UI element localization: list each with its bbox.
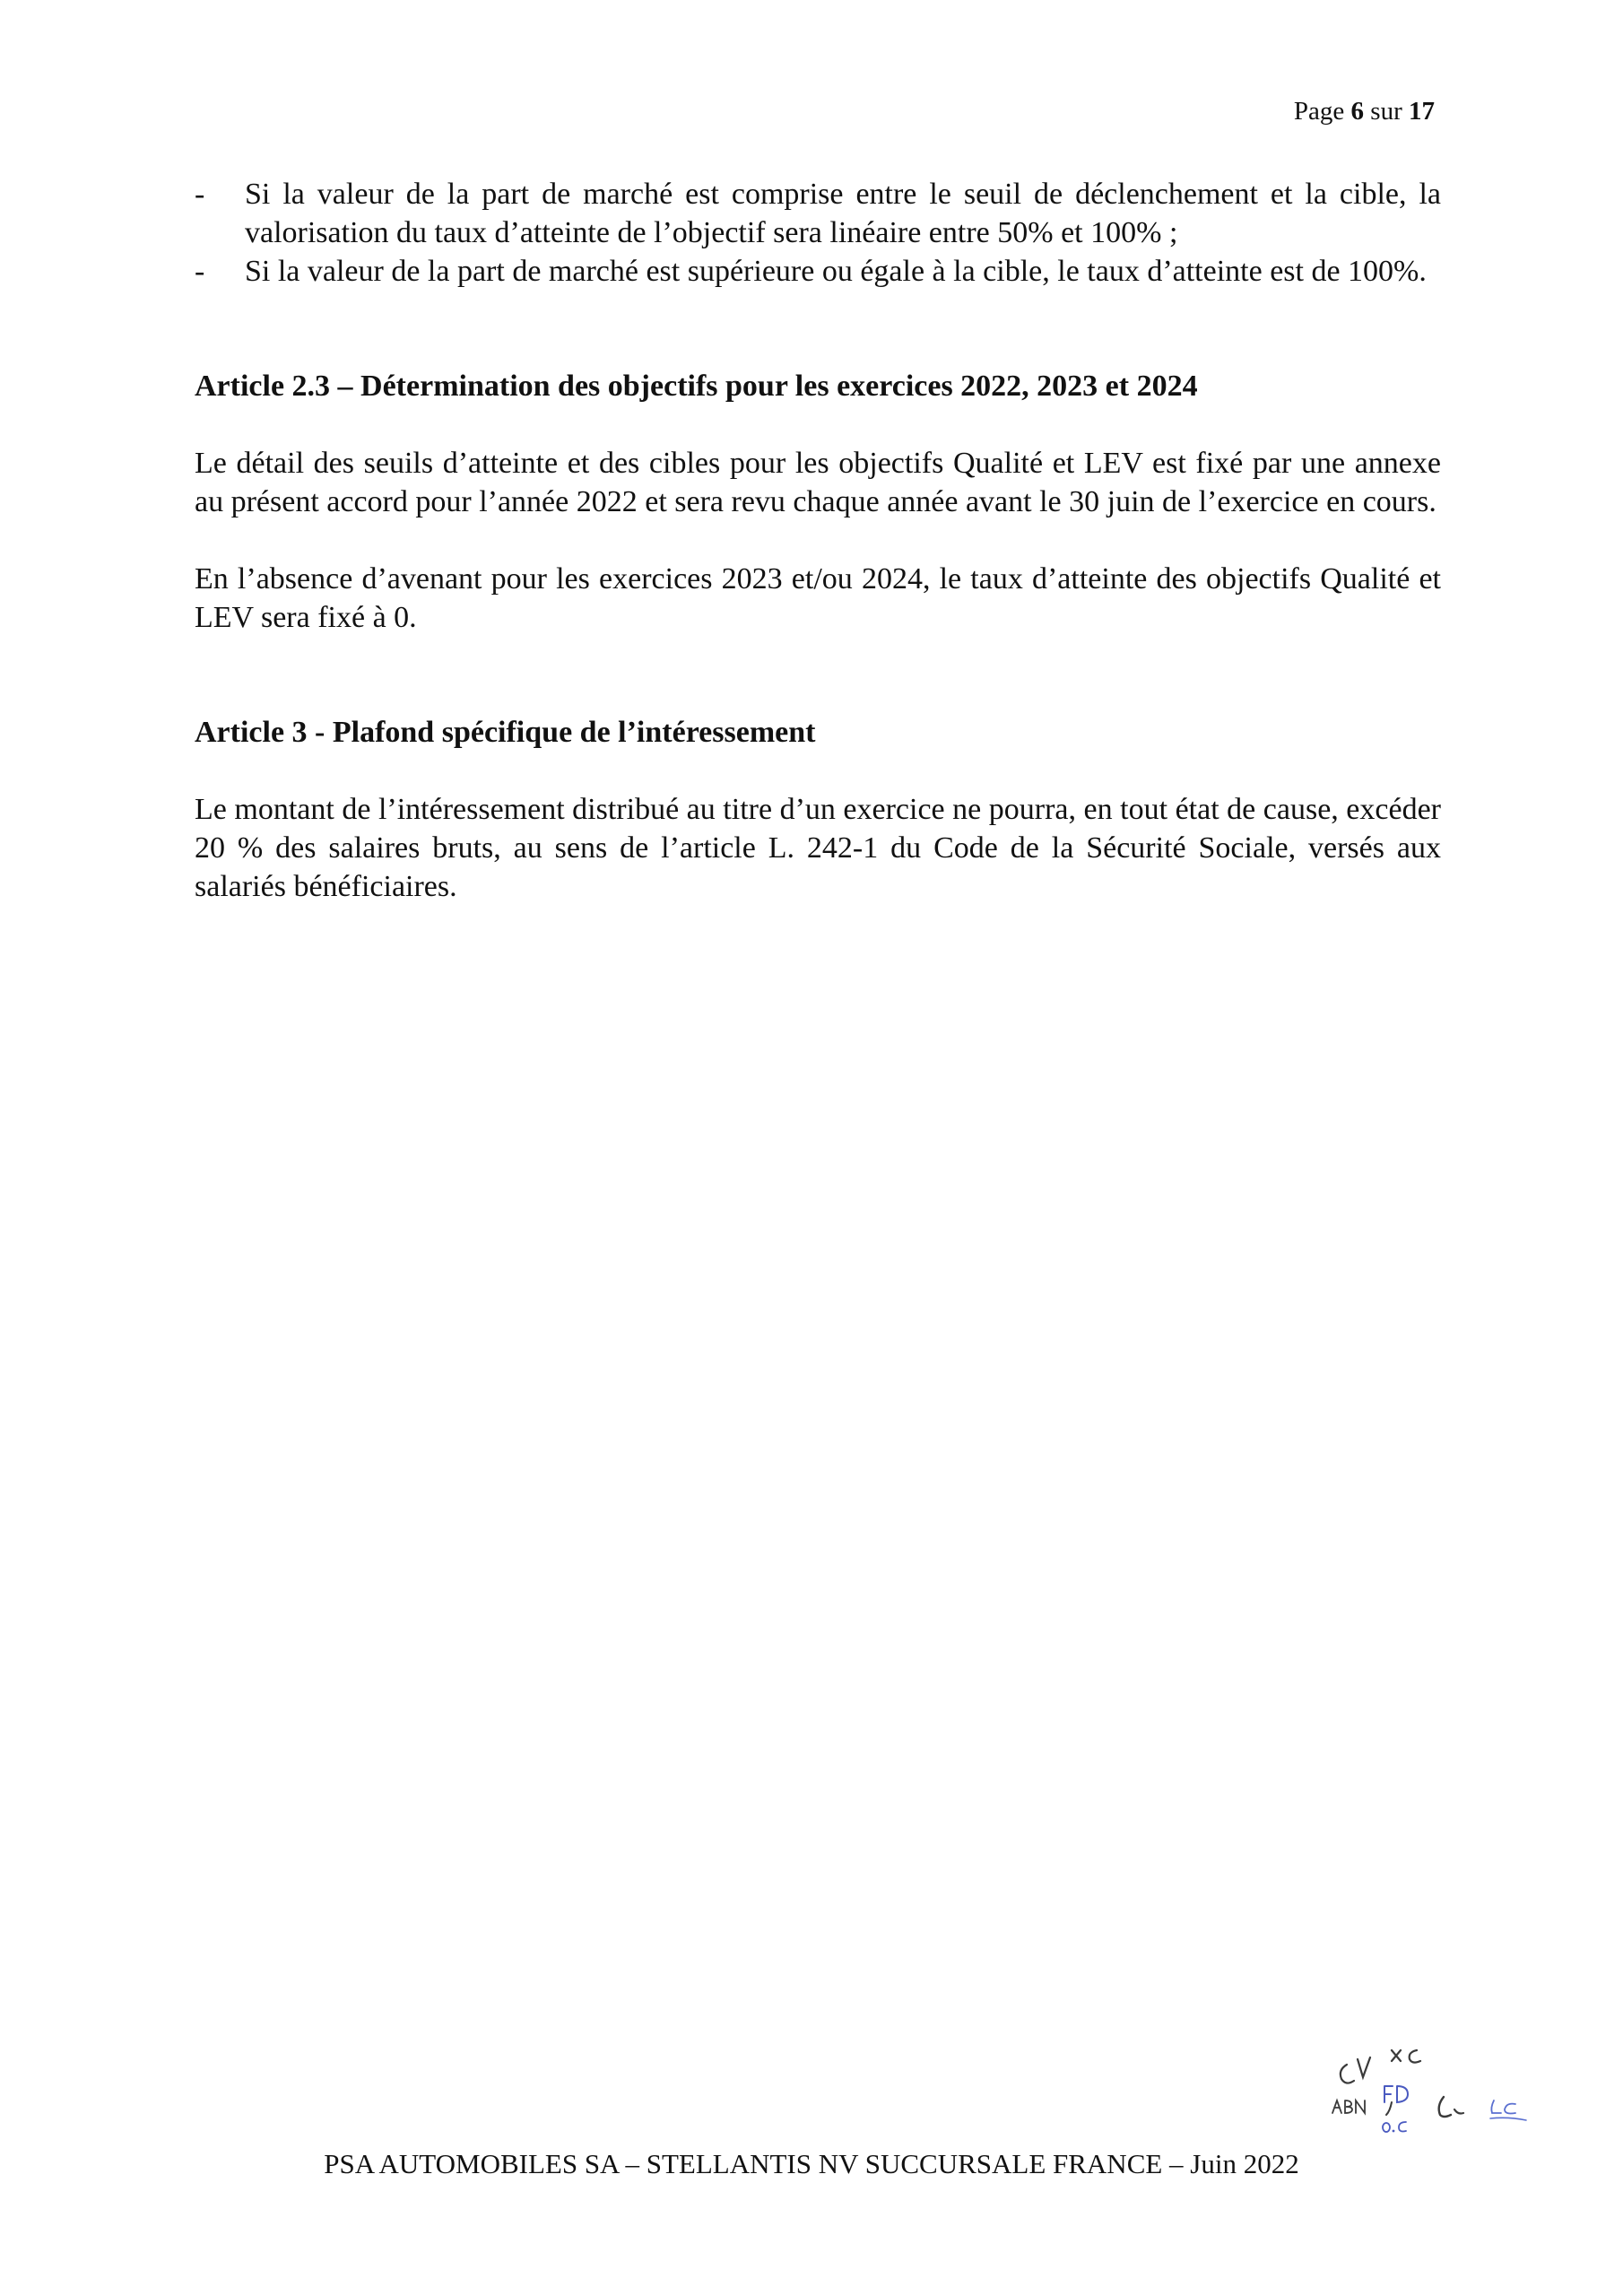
- footer: PSA AUTOMOBILES SA – STELLANTIS NV SUCCURSALE FRANCE – Juin 2022: [324, 2148, 1299, 2179]
- bullet-text: Si la valeur de la part de marché est comprise entre le seuil de déclenchement et la cible, la valorisation du taux d’atteinte de l’objectif sera linéaire entre 50% et 100% ;: [245, 178, 1441, 249]
- page-total: 17: [1409, 97, 1435, 126]
- page-label: Page: [1293, 97, 1345, 126]
- article-3-title: Article 3 - Plafond spécifique de l’intéressement: [195, 716, 816, 749]
- bullet-item: [195, 252, 1441, 291]
- article-2-3-paragraph-1: Le détail des seuils d’atteinte et des cibles pour les objectifs Qualité et LEV est fixé par une annexe au présent accord pour l’année 2022 et sera revu chaque année avant le 30 juin de l’exercice en cours.: [195, 447, 1441, 518]
- bullet-item: [195, 175, 1441, 252]
- handwritten-initials: [1327, 2045, 1560, 2144]
- page-number: [1294, 97, 1435, 126]
- bullet-dash: -: [195, 255, 205, 288]
- bullet-list: [195, 175, 1441, 291]
- article-3-paragraph-1: Le montant de l’intéressement distribué au titre d’un exercice ne pourra, en tout état de cause, excéder 20 % des salaires bruts, au sens de l’article L. 242-1 du Code de la Sécurité Sociale, versés aux salariés bénéficiaires.: [195, 793, 1441, 903]
- bullet-text: Si la valeur de la part de marché est supérieure ou égale à la cible, le taux d’atteinte est de 100%.: [245, 255, 1427, 288]
- article-2-3-paragraph-2: En l’absence d’avenant pour les exercices 2023 et/ou 2024, le taux d’atteinte des objectifs Qualité et LEV sera fixé à 0.: [195, 562, 1441, 634]
- page-separator: sur: [1370, 97, 1402, 126]
- article-2-3-title: Article 2.3 – Détermination des objectifs pour les exercices 2022, 2023 et 2024: [195, 370, 1198, 403]
- bullet-dash: -: [195, 178, 205, 211]
- page-current: 6: [1350, 97, 1365, 126]
- document-body: [195, 175, 1441, 906]
